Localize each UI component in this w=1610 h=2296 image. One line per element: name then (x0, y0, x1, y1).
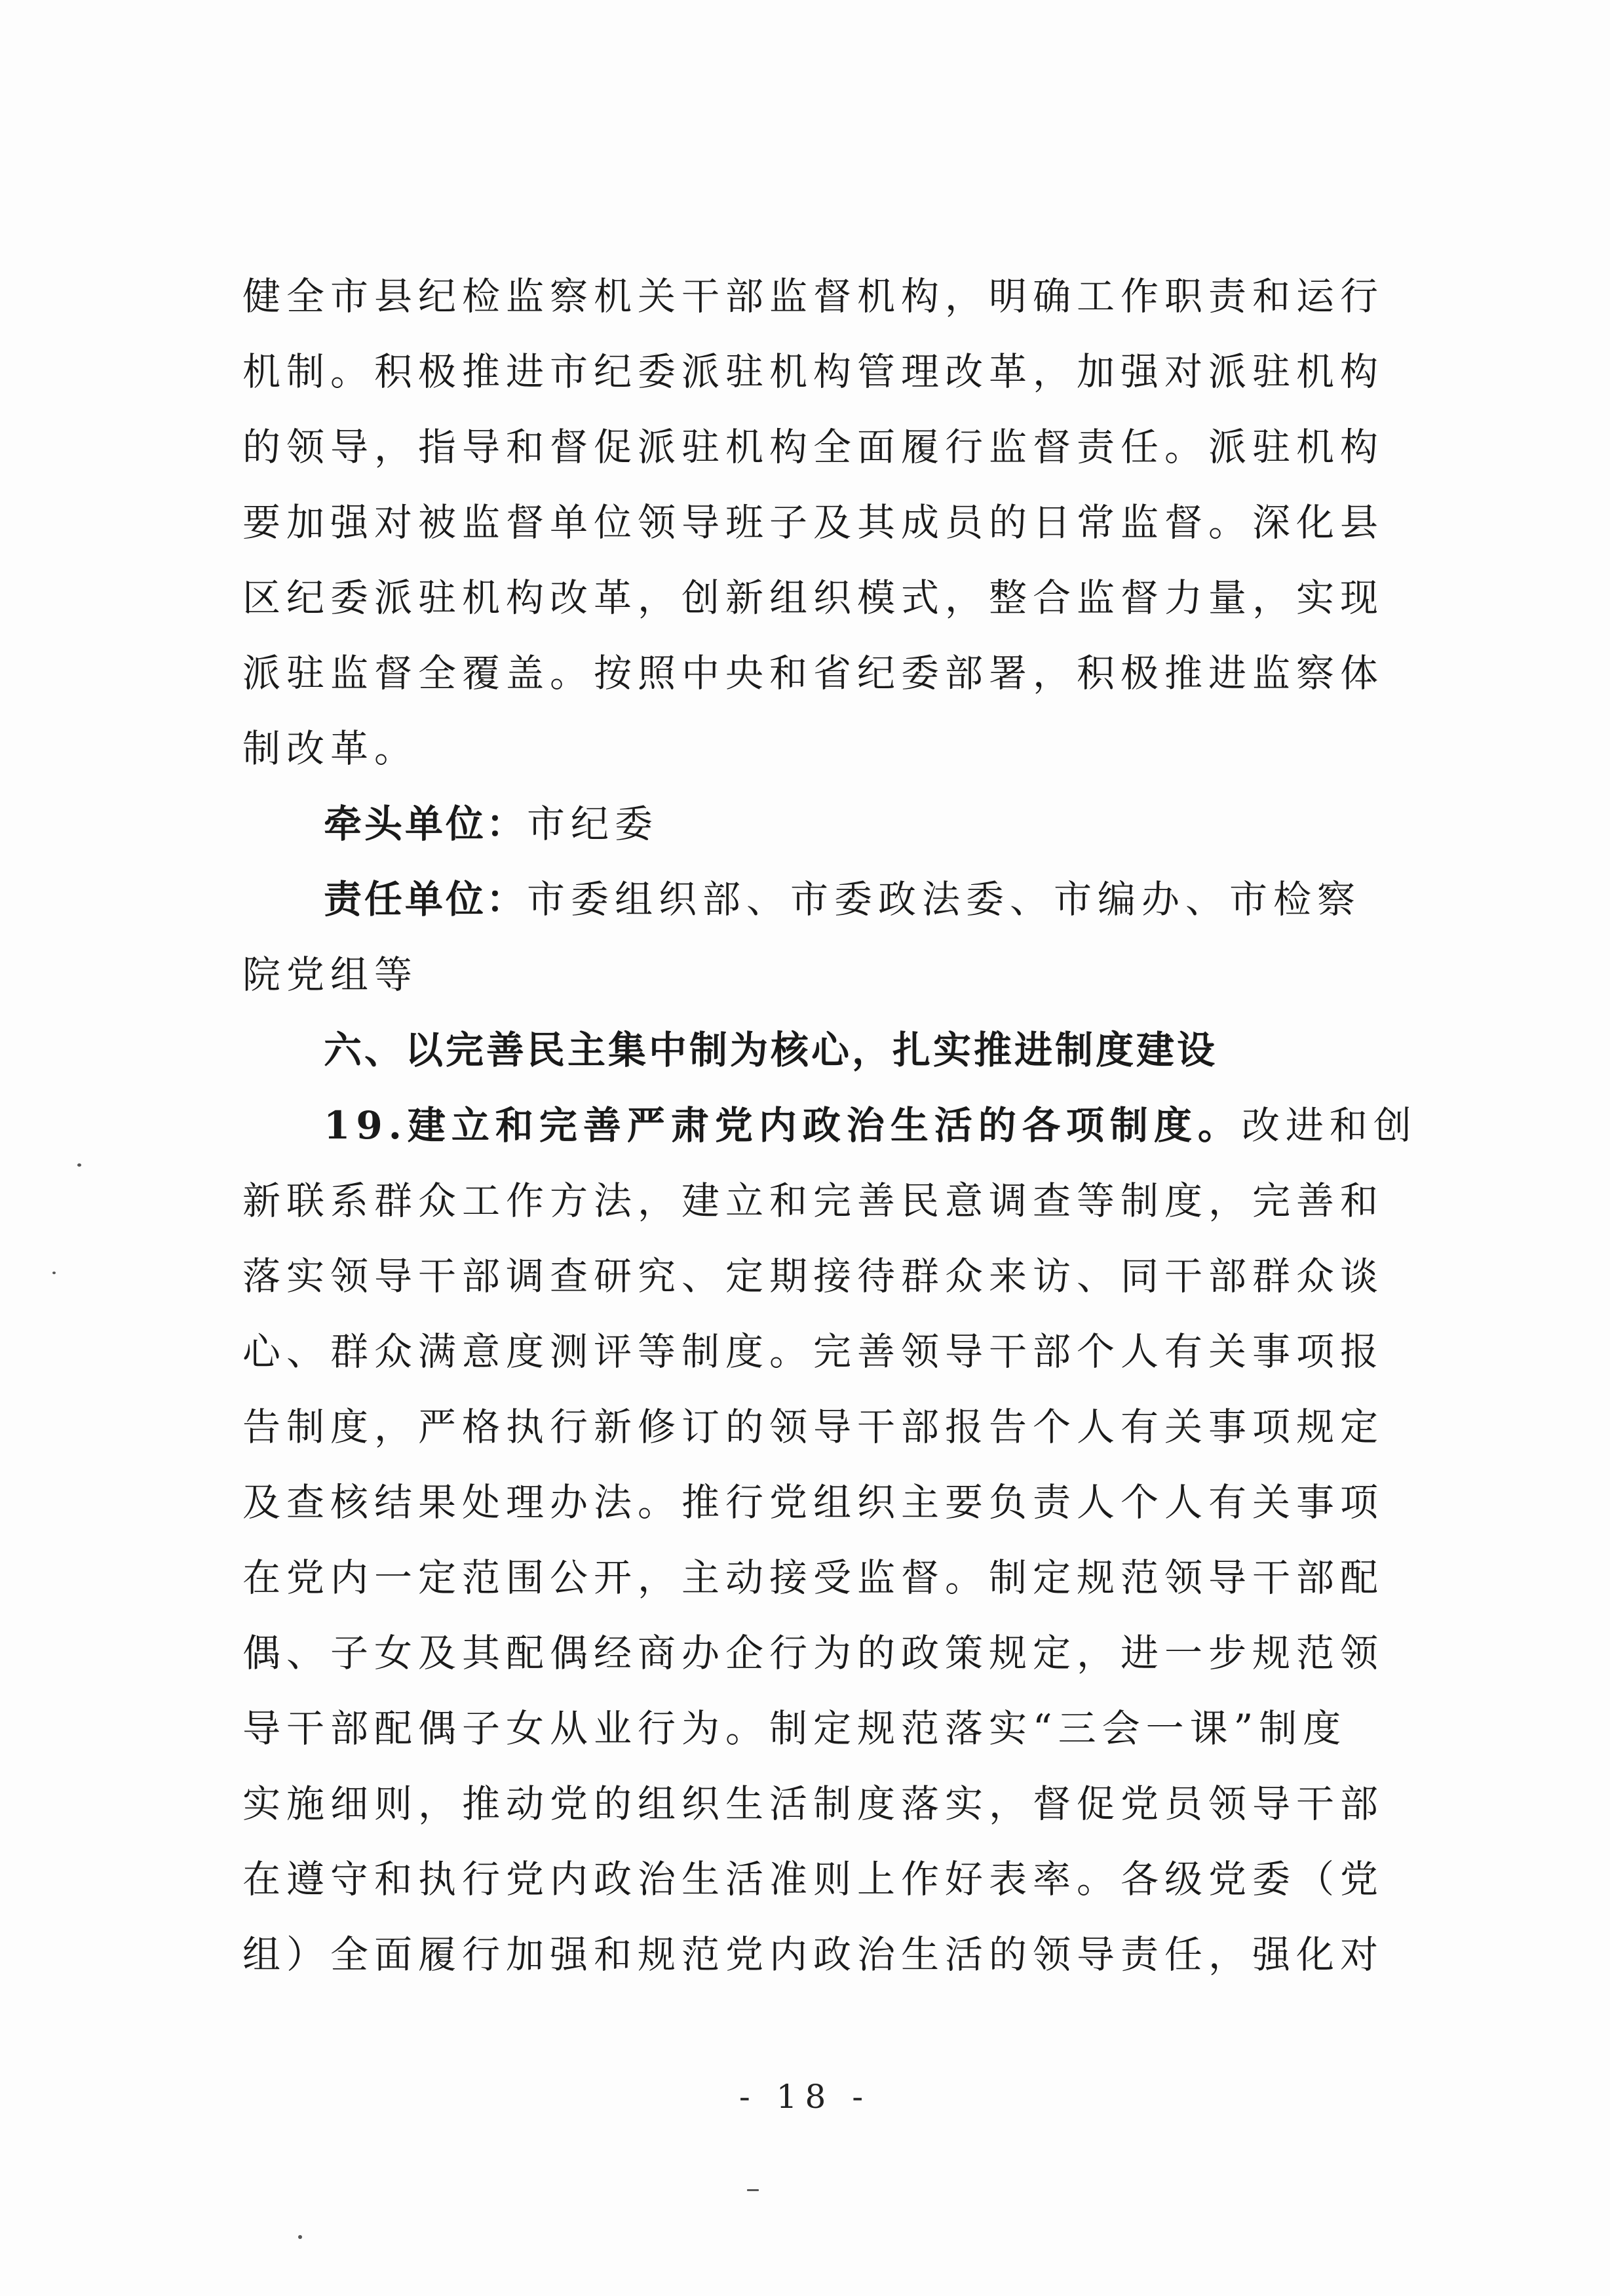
item-19-line: 新联系群众工作方法，建立和完善民意调查等制度，完善和 (242, 1178, 1385, 1223)
item-19-line: 偶、子女及其配偶经商办企行为的政策规定，进一步规范领 (242, 1631, 1385, 1675)
lead-unit-value: 市纪委 (527, 802, 659, 846)
paragraph-line: 健全市县纪检监察机关干部监督机构，明确工作职责和运行 (242, 274, 1385, 319)
item-19-line: 及查核结果处理办法。推行党组织主要负责人个人有关事项 (242, 1480, 1385, 1525)
item-19 (242, 1088, 1417, 1993)
paragraph-line: 机制。积极推进市纪委派驻机构管理改革，加强对派驻机构 (242, 349, 1385, 394)
item-19-title: 19.建立和完善严肃党内政治生活的各项制度。 (324, 1103, 1242, 1148)
responsible-unit-value: 市委组织部、市委政法委、市编办、市检察 (527, 877, 1362, 922)
scan-speck (77, 1163, 81, 1167)
section-heading-block (242, 1013, 1330, 1088)
responsible-unit-value-continued: 院党组等 (242, 952, 419, 997)
item-19-line: 组）全面履行加强和规范党内政治生活的领导责任，强化对 (242, 1932, 1385, 1977)
item-19-line: 在党内一定范围公开，主动接受监督。制定规范领导干部配 (242, 1555, 1385, 1600)
item-19-first-line-text: 改进和创 (1241, 1103, 1417, 1148)
responsible-unit-label: 责任单位： (324, 877, 527, 922)
page-number: - 18 - (738, 2078, 872, 2116)
item-19-line: 实施细则，推动党的组织生活制度落实，督促党员领导干部 (242, 1781, 1385, 1826)
item-19-line: 心、群众满意度测评等制度。完善领导干部个人有关事项报 (242, 1329, 1385, 1374)
paragraph-line: 制改革。 (242, 726, 419, 771)
paragraph-line: 派驻监督全覆盖。按照中央和省纪委部署，积极推进监察体 (242, 651, 1385, 695)
lead-unit-label: 牵头单位： (324, 802, 527, 846)
paragraph-line: 的领导，指导和督促派驻机构全面履行监督责任。派驻机构 (242, 425, 1385, 469)
item-19-line: 告制度，严格执行新修订的领导干部报告个人有关事项规定 (242, 1405, 1385, 1449)
scan-speck (747, 2189, 759, 2191)
item-19-line: 在遵守和执行党内政治生活准则上作好表率。各级党委（党 (242, 1857, 1385, 1901)
item-19-line: 导干部配偶子女从业行为。制定规范落实“三会一课”制度 (242, 1706, 1347, 1751)
item-19-line: 落实领导干部调查研究、定期接待群众来访、同干部群众谈 (242, 1254, 1385, 1298)
paragraph-1 (242, 259, 1385, 787)
scan-speck (52, 1272, 56, 1274)
lead-unit (242, 787, 1330, 862)
paragraph-line: 要加强对被监督单位领导班子及其成员的日常监督。深化县 (242, 500, 1385, 545)
section-heading: 六、以完善民主集中制为核心，扎实推进制度建设 (324, 1028, 1218, 1072)
scan-speck (298, 2235, 302, 2239)
responsible-unit (242, 862, 1362, 1013)
paragraph-line: 区纪委派驻机构改革，创新组织模式，整合监督力量，实现 (242, 575, 1385, 620)
